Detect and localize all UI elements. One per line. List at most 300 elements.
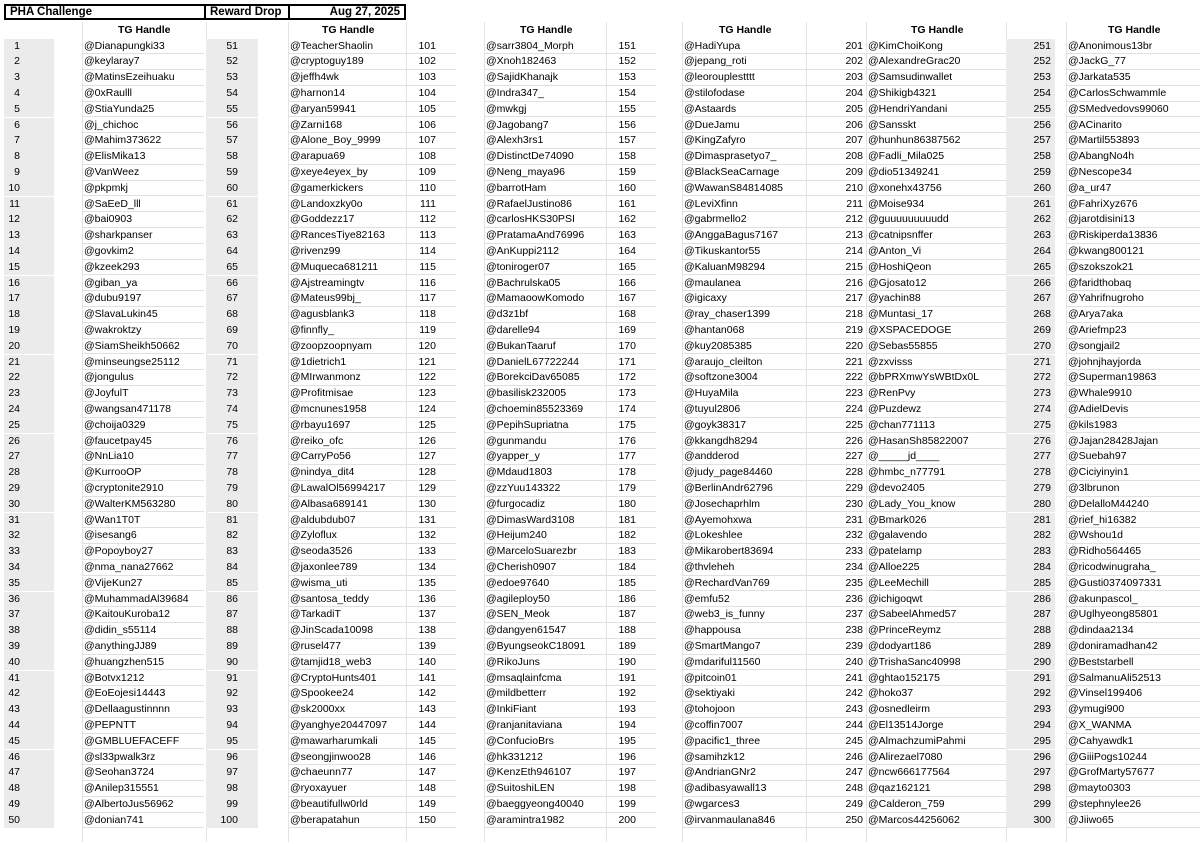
row-number: 40 xyxy=(4,655,54,671)
row-number: 90 xyxy=(206,655,258,671)
row-number: 134 xyxy=(406,560,456,576)
tg-handle-cell: @Moise934 xyxy=(866,197,1006,213)
row-number: 238 xyxy=(806,623,865,639)
tg-handle-cell: @ACinarito xyxy=(1066,118,1200,134)
tg-handle-cell: @Dimasprasetyo7_ xyxy=(682,149,806,165)
tg-handle-cell: @Alirezael7080 xyxy=(866,750,1006,766)
tg-handle-cell: @Popoyboy27 xyxy=(82,544,204,560)
tg-handle-cell: @wakroktzy xyxy=(82,323,204,339)
tg-handle-cell: @KingZafyro xyxy=(682,133,806,149)
row-number: 261 xyxy=(1006,197,1055,213)
row-number: 48 xyxy=(4,781,54,797)
row-number: 241 xyxy=(806,671,865,687)
row-number: 1 xyxy=(4,39,54,55)
tg-handle-cell: @xonehx43756 xyxy=(866,181,1006,197)
row-number: 137 xyxy=(406,607,456,623)
tg-handle-cell: @cryptoguy189 xyxy=(288,54,406,70)
tg-handle-cell: @wisma_uti xyxy=(288,576,406,592)
row-number: 2 xyxy=(4,54,54,70)
row-number: 262 xyxy=(1006,212,1055,228)
row-number: 220 xyxy=(806,339,865,355)
row-number: 270 xyxy=(1006,339,1055,355)
tg-handle-cell: @CarlosSchwammle xyxy=(1066,86,1200,102)
row-number: 178 xyxy=(606,465,656,481)
row-number: 17 xyxy=(4,291,54,307)
row-number: 199 xyxy=(606,797,656,813)
row-number: 109 xyxy=(406,165,456,181)
row-number: 24 xyxy=(4,402,54,418)
row-number: 64 xyxy=(206,244,258,260)
row-number: 198 xyxy=(606,781,656,797)
row-number: 277 xyxy=(1006,449,1055,465)
tg-handle-cell: @DueJamu xyxy=(682,118,806,134)
tg-handle-cell: @HendriYandani xyxy=(866,102,1006,118)
tg-handle-cell: @kwang800121 xyxy=(1066,244,1200,260)
row-number: 179 xyxy=(606,481,656,497)
tg-handle-cell: @KaluanM98294 xyxy=(682,260,806,276)
row-number: 161 xyxy=(606,197,656,213)
row-number: 91 xyxy=(206,671,258,687)
tg-handle-cell: @RenPvy xyxy=(866,386,1006,402)
tg-handle-cell: @RafaelJustino86 xyxy=(484,197,606,213)
tg-handle-cell: @Mateus99bj_ xyxy=(288,291,406,307)
tg-handle-cell: @AdielDevis xyxy=(1066,402,1200,418)
tg-handle-cell: @Yahrifnugroho xyxy=(1066,291,1200,307)
row-number: 31 xyxy=(4,513,54,529)
row-number: 176 xyxy=(606,434,656,450)
tg-handle-cell: @sarr3804_Morph xyxy=(484,39,606,55)
tg-handle-cell: @MuhammadAl39684 xyxy=(82,592,204,608)
tg-handle-cell: @Mikarobert83694 xyxy=(682,544,806,560)
tg-handle-cell: @DistinctDe74090 xyxy=(484,149,606,165)
row-number: 213 xyxy=(806,228,865,244)
row-number: 156 xyxy=(606,118,656,134)
row-number: 101 xyxy=(406,39,456,55)
tg-handle-cell: @pacific1_three xyxy=(682,734,806,750)
tg-handle-cell: @dio51349241 xyxy=(866,165,1006,181)
row-number: 287 xyxy=(1006,607,1055,623)
row-number: 284 xyxy=(1006,560,1055,576)
row-number: 130 xyxy=(406,497,456,513)
row-number: 65 xyxy=(206,260,258,276)
row-number: 181 xyxy=(606,513,656,529)
tg-handle-cell: @BukanTaaruf xyxy=(484,339,606,355)
tg-handle-cell: @KimChoiKong xyxy=(866,39,1006,55)
tg-handle-cell: @ConfucioBrs xyxy=(484,734,606,750)
tg-handle-cell: @AbangNo4h xyxy=(1066,149,1200,165)
tg-handle-cell: @PEPNTT xyxy=(82,718,204,734)
tg-handle-cell: @johnjhayjorda xyxy=(1066,355,1200,371)
row-number: 108 xyxy=(406,149,456,165)
tg-handle-cell: @Xnoh182463 xyxy=(484,54,606,70)
tg-handle-cell: @sl33pwalk3rz xyxy=(82,750,204,766)
tg-handle-cell: @Nescope34 xyxy=(1066,165,1200,181)
tg-handle-cell: @Josechaprhlm xyxy=(682,497,806,513)
row-number: 19 xyxy=(4,323,54,339)
row-number: 141 xyxy=(406,671,456,687)
tg-handle-cell: @faridthobaq xyxy=(1066,276,1200,292)
row-number: 76 xyxy=(206,434,258,450)
row-number: 113 xyxy=(406,228,456,244)
tg-handle-cell: @VanWeez xyxy=(82,165,204,181)
tg-handle-cell: @AlbertoJus56962 xyxy=(82,797,204,813)
tg-handle-cell: @berapatahun xyxy=(288,813,406,829)
tg-handle-cell: @Arya7aka xyxy=(1066,307,1200,323)
tg-handle-cell: @d3z1bf xyxy=(484,307,606,323)
row-number: 236 xyxy=(806,592,865,608)
tg-handle-cell: @AndrianGNr2 xyxy=(682,765,806,781)
tg-handle-cell: @leorouplestttt xyxy=(682,70,806,86)
row-number: 196 xyxy=(606,750,656,766)
tg-handle-cell: @beautifullw0rld xyxy=(288,797,406,813)
tg-handle-cell: @msaqlainfcma xyxy=(484,671,606,687)
row-number: 157 xyxy=(606,133,656,149)
row-number: 190 xyxy=(606,655,656,671)
row-number: 4 xyxy=(4,86,54,102)
tg-handle-cell: @WawanS84814085 xyxy=(682,181,806,197)
reward-label: Reward Drop xyxy=(206,4,288,20)
tg-handle-cell: @SaEeD_lll xyxy=(82,197,204,213)
tg-handle-cell: @seoda3526 xyxy=(288,544,406,560)
tg-handle-cell: @ranjanitaviana xyxy=(484,718,606,734)
row-number: 149 xyxy=(406,797,456,813)
tg-handle-cell: @BlackSeaCarnage xyxy=(682,165,806,181)
tg-handle-cell: @nindya_dit4 xyxy=(288,465,406,481)
row-number: 54 xyxy=(206,86,258,102)
row-number: 41 xyxy=(4,671,54,687)
tg-handle-cell: @rbayu1697 xyxy=(288,418,406,434)
row-number: 139 xyxy=(406,639,456,655)
row-number: 128 xyxy=(406,465,456,481)
row-number: 294 xyxy=(1006,718,1055,734)
tg-handle-cell: @baeggyeong40040 xyxy=(484,797,606,813)
row-number: 201 xyxy=(806,39,865,55)
row-number: 69 xyxy=(206,323,258,339)
tg-handle-cell: @Alexh3rs1 xyxy=(484,133,606,149)
tg-handle-cell: @mildbetterr xyxy=(484,686,606,702)
row-number: 10 xyxy=(4,181,54,197)
tg-handle-cell: @SabeelAhmed57 xyxy=(866,607,1006,623)
row-number: 28 xyxy=(4,465,54,481)
tg-handle-cell: @Gjosato12 xyxy=(866,276,1006,292)
tg-handle-cell: @jarotdisini13 xyxy=(1066,212,1200,228)
tg-handle-cell: @GiiiPogs10244 xyxy=(1066,750,1200,766)
tg-handle-cell: @RancesTiye82163 xyxy=(288,228,406,244)
row-number: 264 xyxy=(1006,244,1055,260)
row-number: 232 xyxy=(806,528,865,544)
tg-handle-cell: @kils1983 xyxy=(1066,418,1200,434)
row-number: 124 xyxy=(406,402,456,418)
row-number: 34 xyxy=(4,560,54,576)
row-number: 57 xyxy=(206,133,258,149)
row-number: 118 xyxy=(406,307,456,323)
tg-handle-cell: @Alone_Boy_9999 xyxy=(288,133,406,149)
row-number: 288 xyxy=(1006,623,1055,639)
row-number: 144 xyxy=(406,718,456,734)
row-number: 152 xyxy=(606,54,656,70)
row-number: 92 xyxy=(206,686,258,702)
row-number: 146 xyxy=(406,750,456,766)
row-number: 248 xyxy=(806,781,865,797)
tg-handle-cell: @Shikigb4321 xyxy=(866,86,1006,102)
tg-handle-cell: @Wan1T0T xyxy=(82,513,204,529)
row-number: 207 xyxy=(806,133,865,149)
tg-handle-cell: @ray_chaser1399 xyxy=(682,307,806,323)
tg-handle-cell: @andderod xyxy=(682,449,806,465)
tg-handle-cell: @Ajstreamingtv xyxy=(288,276,406,292)
row-number: 138 xyxy=(406,623,456,639)
tg-handle-cell: @emfu52 xyxy=(682,592,806,608)
tg-handle-cell: @darelle94 xyxy=(484,323,606,339)
row-number: 225 xyxy=(806,418,865,434)
tg-handle-cell: @sharkpanser xyxy=(82,228,204,244)
row-number: 86 xyxy=(206,592,258,608)
tg-handle-cell: @thvleheh xyxy=(682,560,806,576)
tg-handle-cell: @HuyaMila xyxy=(682,386,806,402)
tg-handle-cell: @happousa xyxy=(682,623,806,639)
tg-handle-cell: @akunpascol_ xyxy=(1066,592,1200,608)
tg-handle-cell: @dodyart186 xyxy=(866,639,1006,655)
row-number: 38 xyxy=(4,623,54,639)
tg-handle-cell: @VijeKun27 xyxy=(82,576,204,592)
tg-handle-cell: @DimasWard3108 xyxy=(484,513,606,529)
row-number: 260 xyxy=(1006,181,1055,197)
row-number: 42 xyxy=(4,686,54,702)
tg-handle-cell: @TeacherShaolin xyxy=(288,39,406,55)
row-number: 27 xyxy=(4,449,54,465)
tg-handle-cell: @xeye4eyex_by xyxy=(288,165,406,181)
tg-handle-cell: @rusel477 xyxy=(288,639,406,655)
tg-handle-cell: @Marcos44256062 xyxy=(866,813,1006,829)
row-number: 71 xyxy=(206,355,258,371)
row-number: 273 xyxy=(1006,386,1055,402)
tg-handle-cell: @Superman19863 xyxy=(1066,370,1200,386)
row-number: 283 xyxy=(1006,544,1055,560)
row-number: 229 xyxy=(806,481,865,497)
row-number: 300 xyxy=(1006,813,1055,829)
row-number: 187 xyxy=(606,607,656,623)
tg-handle-cell: @Dellaagustinnnn xyxy=(82,702,204,718)
row-number: 115 xyxy=(406,260,456,276)
row-number: 233 xyxy=(806,544,865,560)
row-number: 45 xyxy=(4,734,54,750)
row-number: 292 xyxy=(1006,686,1055,702)
row-number: 126 xyxy=(406,434,456,450)
row-number: 22 xyxy=(4,370,54,386)
row-number: 209 xyxy=(806,165,865,181)
tg-handle-cell: @barrotHam xyxy=(484,181,606,197)
tg-handle-cell: @Anilep315551 xyxy=(82,781,204,797)
row-number: 263 xyxy=(1006,228,1055,244)
tg-handle-cell: @SEN_Meok xyxy=(484,607,606,623)
tg-handle-cell: @CryptoHunts401 xyxy=(288,671,406,687)
tg-handle-cell: @choemin85523369 xyxy=(484,402,606,418)
row-number: 5 xyxy=(4,102,54,118)
tg-handle-cell: @Wshou1d xyxy=(1066,528,1200,544)
tg-handle-cell: @patelamp xyxy=(866,544,1006,560)
row-number: 9 xyxy=(4,165,54,181)
tg-handle-cell: @AnKuppi2112 xyxy=(484,244,606,260)
tg-handle-cell: @Martil553893 xyxy=(1066,133,1200,149)
tg-handle-cell: @WalterKM563280 xyxy=(82,497,204,513)
row-number: 12 xyxy=(4,212,54,228)
row-number: 197 xyxy=(606,765,656,781)
row-number: 223 xyxy=(806,386,865,402)
tg-handle-cell: @yachin88 xyxy=(866,291,1006,307)
tg-handle-cell: @Lokeshlee xyxy=(682,528,806,544)
row-number: 94 xyxy=(206,718,258,734)
tg-handle-cell: @chan771113 xyxy=(866,418,1006,434)
row-number: 221 xyxy=(806,355,865,371)
row-number: 278 xyxy=(1006,465,1055,481)
tg-handle-cell: @StiaYunda25 xyxy=(82,102,204,118)
row-number: 289 xyxy=(1006,639,1055,655)
tg-handle-cell: @dangyen61547 xyxy=(484,623,606,639)
row-number: 151 xyxy=(606,39,656,55)
tg-handle-cell: @ghtao152175 xyxy=(866,671,1006,687)
row-number: 252 xyxy=(1006,54,1055,70)
tg-handle-cell: @softzone3004 xyxy=(682,370,806,386)
row-number: 253 xyxy=(1006,70,1055,86)
tg-handle-cell: @1dietrich1 xyxy=(288,355,406,371)
tg-handle-cell: @MatinsEzeihuaku xyxy=(82,70,204,86)
row-number: 68 xyxy=(206,307,258,323)
tg-handle-cell: @AnggaBagus7167 xyxy=(682,228,806,244)
row-number: 25 xyxy=(4,418,54,434)
row-number: 218 xyxy=(806,307,865,323)
tg-handle-cell: @stephnylee26 xyxy=(1066,797,1200,813)
tg-handle-cell: @JackG_77 xyxy=(1066,54,1200,70)
tg-handle-cell: @ichigoqwt xyxy=(866,592,1006,608)
row-number: 125 xyxy=(406,418,456,434)
tg-handle-cell: @HasanSh85822007 xyxy=(866,434,1006,450)
row-number: 131 xyxy=(406,513,456,529)
tg-handle-cell: @qaz162121 xyxy=(866,781,1006,797)
row-number: 62 xyxy=(206,212,258,228)
tg-handle-cell: @NnLia10 xyxy=(82,449,204,465)
tg-handle-cell: @JoyfulT xyxy=(82,386,204,402)
tg-handle-cell: @carlosHKS30PSI xyxy=(484,212,606,228)
row-number: 100 xyxy=(206,813,258,829)
row-number: 182 xyxy=(606,528,656,544)
tg-handle-cell: @FahriXyz676 xyxy=(1066,197,1200,213)
row-number: 132 xyxy=(406,528,456,544)
row-number: 293 xyxy=(1006,702,1055,718)
row-number: 147 xyxy=(406,765,456,781)
row-number: 245 xyxy=(806,734,865,750)
row-number: 224 xyxy=(806,402,865,418)
row-number: 56 xyxy=(206,118,258,134)
row-number: 235 xyxy=(806,576,865,592)
row-number: 208 xyxy=(806,149,865,165)
row-number: 81 xyxy=(206,513,258,529)
row-number: 180 xyxy=(606,497,656,513)
row-number: 239 xyxy=(806,639,865,655)
tg-handle-cell: @rivenz99 xyxy=(288,244,406,260)
row-number: 59 xyxy=(206,165,258,181)
tg-handle-cell: @RikoJuns xyxy=(484,655,606,671)
tg-handle-cell: @tuyul2806 xyxy=(682,402,806,418)
row-number: 105 xyxy=(406,102,456,118)
row-number: 256 xyxy=(1006,118,1055,134)
row-number: 140 xyxy=(406,655,456,671)
tg-handle-cell: @finnfly_ xyxy=(288,323,406,339)
tg-handle-cell: @Albasa689141 xyxy=(288,497,406,513)
row-number: 44 xyxy=(4,718,54,734)
tg-handle-cell: @yapper_y xyxy=(484,449,606,465)
tg-handle-cell: @Anton_Vi xyxy=(866,244,1006,260)
tg-handle-cell: @seongjinwoo28 xyxy=(288,750,406,766)
tg-handle-cell: @a_ur47 xyxy=(1066,181,1200,197)
tg-handle-cell: @zzYuu143322 xyxy=(484,481,606,497)
row-number: 168 xyxy=(606,307,656,323)
tg-handle-cell: @Botvx1212 xyxy=(82,671,204,687)
tg-handle-cell: @Ariefmp23 xyxy=(1066,323,1200,339)
tg-handle-cell: @huangzhen515 xyxy=(82,655,204,671)
row-number: 97 xyxy=(206,765,258,781)
tg-handle-cell: @agileploy50 xyxy=(484,592,606,608)
tg-handle-cell: @Landoxzky0o xyxy=(288,197,406,213)
tg-handle-cell: @mcnunes1958 xyxy=(288,402,406,418)
row-number: 51 xyxy=(206,39,258,55)
tg-handle-cell: @Ridho564465 xyxy=(1066,544,1200,560)
row-number: 107 xyxy=(406,133,456,149)
row-number: 85 xyxy=(206,576,258,592)
row-number: 74 xyxy=(206,402,258,418)
tg-handle-cell: @BorekciDav65085 xyxy=(484,370,606,386)
row-number: 188 xyxy=(606,623,656,639)
tg-handle-cell: @harnon14 xyxy=(288,86,406,102)
tg-handle-cell: @Alloe225 xyxy=(866,560,1006,576)
tg-handle-cell: @adibasyawall13 xyxy=(682,781,806,797)
tg-handle-cell: @X_WANMA xyxy=(1066,718,1200,734)
row-number: 244 xyxy=(806,718,865,734)
row-number: 37 xyxy=(4,607,54,623)
row-number: 93 xyxy=(206,702,258,718)
row-number: 173 xyxy=(606,386,656,402)
tg-handle-cell: @Mahim373622 xyxy=(82,133,204,149)
tg-handle-cell: @judy_page84460 xyxy=(682,465,806,481)
tg-handle-cell: @TrishaSanc40998 xyxy=(866,655,1006,671)
row-number: 123 xyxy=(406,386,456,402)
tg-handle-cell: @maulanea xyxy=(682,276,806,292)
tg-handle-cell: @irvanmaulana846 xyxy=(682,813,806,829)
row-number: 3 xyxy=(4,70,54,86)
tg-handle-cell: @SuitoshiLEN xyxy=(484,781,606,797)
tg-handle-cell: @ricodwinugraha_ xyxy=(1066,560,1200,576)
row-number: 80 xyxy=(206,497,258,513)
row-number: 30 xyxy=(4,497,54,513)
row-number: 265 xyxy=(1006,260,1055,276)
tg-handle-cell: @Bmark026 xyxy=(866,513,1006,529)
row-number: 250 xyxy=(806,813,865,829)
row-number: 110 xyxy=(406,181,456,197)
tg-handle-cell: @Heijum240 xyxy=(484,528,606,544)
row-number: 169 xyxy=(606,323,656,339)
tg-handle-cell: @Tikuskantor55 xyxy=(682,244,806,260)
tg-handle-cell: @bai0903 xyxy=(82,212,204,228)
tg-handle-cell: @Sebas55855 xyxy=(866,339,1006,355)
row-number: 79 xyxy=(206,481,258,497)
tg-handle-cell: @catnipsnffer xyxy=(866,228,1006,244)
row-number: 46 xyxy=(4,750,54,766)
row-number: 280 xyxy=(1006,497,1055,513)
row-number: 167 xyxy=(606,291,656,307)
tg-handle-cell: @hoko37 xyxy=(866,686,1006,702)
row-number: 246 xyxy=(806,750,865,766)
tg-handle-cell: @ryoxayuer xyxy=(288,781,406,797)
row-number: 296 xyxy=(1006,750,1055,766)
